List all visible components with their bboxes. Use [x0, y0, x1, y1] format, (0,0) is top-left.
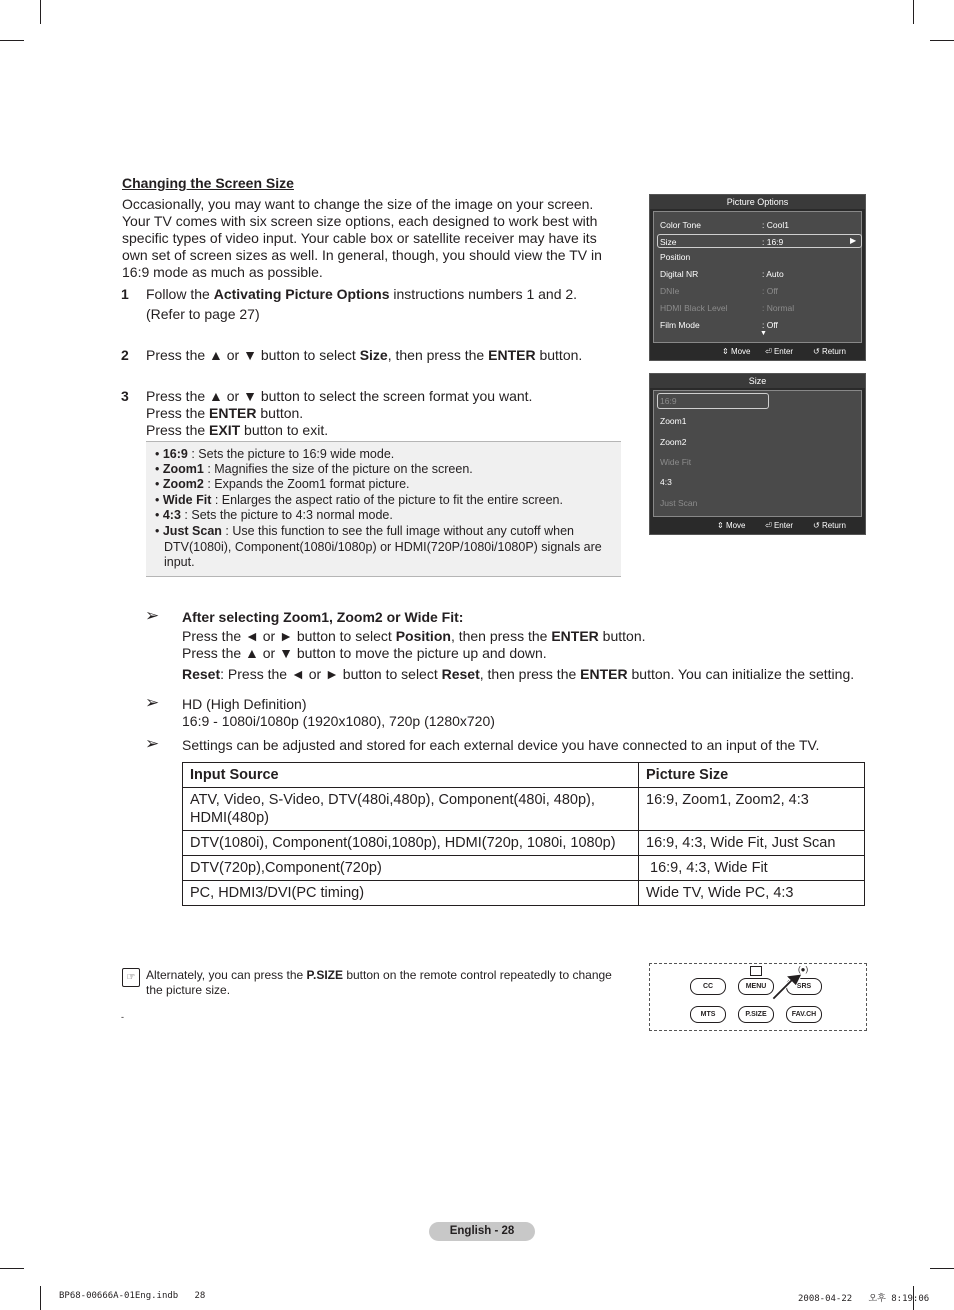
step-2-text: [146, 347, 616, 364]
note-keyword: ENTER: [580, 666, 628, 682]
table-row: [183, 881, 865, 906]
page-number-badge: English - 28: [429, 1222, 535, 1241]
note-line: [182, 628, 862, 645]
step-1-ref: (Refer to page 27): [146, 306, 260, 322]
osd-hint-label: Return: [821, 347, 846, 356]
option-name: Just Scan: [162, 524, 222, 538]
step-text: Press the: [146, 405, 210, 421]
option-desc: : Sets the picture to 16:9 wide mode.: [187, 447, 395, 461]
note-line: HD (High Definition): [182, 696, 307, 712]
note-settings: Settings can be adjusted and stored for each external device you have connected to an input of the TV.: [182, 737, 820, 753]
crop-mark: [0, 40, 24, 41]
osd-enter-hint: [765, 347, 793, 356]
note-text: : Press the ◄ or ► button to select: [220, 666, 442, 682]
step-text: button.: [256, 405, 304, 421]
step-line: [146, 422, 616, 439]
option-item: • Wide Fit : Enlarges the aspect ratio of the picture to fit the entire screen.: [155, 493, 563, 507]
osd-row-label[interactable]: Zoom2: [660, 437, 687, 447]
step-text: Press the ▲ or ▼ button to select the screen format you want.: [146, 388, 533, 404]
tip-line: Alternately, you can press the: [146, 968, 307, 982]
osd-selection-highlight: [657, 234, 862, 248]
step-line: [146, 405, 616, 422]
option-desc: : Magnifies the size of the picture on the screen.: [203, 462, 473, 476]
p-size-button[interactable]: P.SIZE: [738, 1006, 774, 1023]
osd-row-value: : Cool1: [762, 220, 789, 230]
return-icon: ↺: [813, 521, 820, 530]
note-line: [182, 666, 862, 683]
osd-row-label[interactable]: Zoom1: [660, 416, 687, 426]
step-keyword: ENTER: [209, 405, 257, 421]
note-hand-icon: ☞: [122, 968, 140, 987]
step-number: 3: [121, 388, 129, 404]
option-item: • Just Scan : Use this function to see the full image without any cutoff when DTV(1080i), Component(1080i/1080p) or HDMI(720P/1080i/1080P) signals are input.: [155, 524, 602, 569]
note-text: Press the ◄ or ► button to select: [182, 628, 396, 644]
cc-button[interactable]: CC: [690, 978, 726, 995]
table-cell: PC, HDMI3/DVI(PC timing): [183, 881, 639, 906]
note-arrow-icon: ➢: [145, 606, 160, 625]
table-header: Input Source: [183, 763, 639, 788]
osd-enter-hint: [765, 521, 793, 530]
osd-row-label[interactable]: Size: [660, 237, 677, 247]
stray-mark: -: [121, 1012, 124, 1022]
osd-row-value: : Off: [762, 320, 778, 330]
option-item: • 4:3 : Sets the picture to 4:3 normal mode.: [155, 508, 393, 522]
note-text: button.: [598, 628, 646, 644]
osd-hint-label: Enter: [773, 521, 794, 530]
osd-row-label: DNIe: [660, 286, 680, 296]
picture-options-screen: [649, 194, 866, 361]
step-keyword: Size: [359, 347, 388, 363]
note-text: , then press the: [479, 666, 581, 682]
osd-menu-panel: [653, 390, 862, 517]
size-options-box: [146, 441, 621, 577]
input-size-table: [182, 762, 865, 906]
step-keyword: ENTER: [488, 347, 536, 363]
table-cell: ATV, Video, S-Video, DTV(480i,480p), Component(480i, 480p), HDMI(480p): [183, 788, 639, 831]
note-keyword: Position: [395, 628, 451, 644]
crop-mark: [913, 0, 914, 24]
table-row: [183, 831, 865, 856]
step-text: , then press the: [387, 347, 489, 363]
chevron-right-icon: ▶: [850, 236, 857, 245]
crop-mark: [40, 0, 41, 24]
option-item: • Zoom2 : Expands the Zoom1 format picture.: [155, 477, 410, 491]
mts-button[interactable]: MTS: [690, 1006, 726, 1023]
osd-hint-label: Move: [725, 521, 746, 530]
move-icon: ⇕: [717, 521, 724, 530]
osd-title: Picture Options: [650, 195, 865, 209]
note-zoom-wide-fit: [182, 609, 862, 683]
crop-mark: [0, 1268, 24, 1269]
note-arrow-icon: ➢: [145, 734, 160, 753]
table-cell: 16:9, 4:3, Wide Fit: [639, 856, 865, 881]
crop-mark: [930, 1268, 954, 1269]
remote-control-illustration: [649, 963, 867, 1031]
option-item: • 16:9 : Sets the picture to 16:9 wide mode.: [155, 447, 395, 461]
enter-icon: ⏎: [765, 347, 772, 356]
note-keyword: ENTER: [551, 628, 599, 644]
menu-button[interactable]: MENU: [738, 978, 774, 995]
pointer-arrow-icon: [766, 972, 806, 1008]
option-name: 4:3: [162, 508, 181, 522]
intro-paragraph: Occasionally, you may want to change the size of the image on your screen. Your TV comes with six screen size options, each designed to work best with specific types of video input. Your cable box or satellite receiver may have its own set of screen sizes as well. In general, though, you should view the TV in 16:9 mode as much as possible.: [122, 196, 602, 280]
table-row: [183, 856, 865, 881]
osd-row-value: : Normal: [762, 303, 795, 313]
osd-menu-panel: [653, 211, 862, 343]
option-desc: : Sets the picture to 4:3 normal mode.: [180, 508, 393, 522]
footer-file-name: BP68-00666A-01Eng.indb 28: [59, 1291, 206, 1301]
osd-hint-label: Move: [730, 347, 751, 356]
osd-move-hint: [722, 347, 751, 356]
step-text: instructions numbers 1 and 2.: [389, 286, 578, 302]
osd-return-hint: [813, 347, 846, 356]
table-header: Picture Size: [639, 763, 865, 788]
tip-text: [146, 968, 631, 997]
osd-row-value: : Auto: [762, 269, 784, 279]
step-1-text: [146, 286, 616, 303]
note-text: , then press the: [450, 628, 552, 644]
table-cell: 16:9, 4:3, Wide Fit, Just Scan: [639, 831, 865, 856]
note-text: button. You can initialize the setting.: [627, 666, 855, 682]
osd-move-hint: [717, 521, 746, 530]
page-title: Changing the Screen Size: [122, 175, 294, 191]
osd-row-label: Wide Fit: [660, 457, 692, 467]
step-3-text: [146, 388, 616, 439]
option-desc: : Expands the Zoom1 format picture.: [203, 477, 410, 491]
crop-mark: [930, 40, 954, 41]
scroll-down-icon: ▼: [760, 330, 767, 337]
osd-row-label[interactable]: 4:3: [660, 477, 672, 487]
step-text: Follow the: [146, 286, 214, 302]
sound-icon: (●): [798, 965, 809, 974]
table-cell: DTV(1080i), Component(1080i,1080p), HDMI(720p, 1080i, 1080p): [183, 831, 639, 856]
osd-row-label: Just Scan: [660, 498, 698, 508]
note-arrow-icon: ➢: [145, 693, 160, 712]
option-name: Zoom2: [162, 477, 204, 491]
tip-line: button on the remote control repeatedly to change the picture size.: [146, 968, 612, 997]
osd-return-hint: [813, 521, 846, 530]
note-line: 16:9 - 1080i/1080p (1920x1080), 720p (1280x720): [182, 713, 495, 729]
enter-icon: ⏎: [765, 521, 772, 530]
step-keyword: EXIT: [209, 422, 241, 438]
table-row: [183, 788, 865, 831]
osd-row-label: HDMI Black Level: [660, 303, 728, 313]
crop-mark: [40, 1286, 41, 1310]
tip-keyword: P.SIZE: [306, 968, 343, 982]
table-cell: DTV(720p),Component(720p): [183, 856, 639, 881]
footer-timestamp: 2008-04-22 오후 8:19:06: [798, 1294, 930, 1304]
note-keyword: Reset: [182, 666, 221, 682]
step-text: button.: [535, 347, 583, 363]
note-hd: [182, 696, 495, 730]
step-number: 2: [121, 347, 129, 363]
table-cell: 16:9, Zoom1, Zoom2, 4:3: [639, 788, 865, 831]
osd-row-value: : Off: [762, 286, 778, 296]
osd-row-label[interactable]: Digital NR: [660, 269, 699, 279]
step-number: 1: [121, 286, 129, 302]
move-icon: ⇕: [722, 347, 729, 356]
osd-hint-label: Return: [821, 521, 846, 530]
option-desc: : Enlarges the aspect ratio of the picture to fit the entire screen.: [211, 493, 563, 507]
step-text: Press the ▲ or ▼ button to select: [146, 347, 360, 363]
osd-row-label[interactable]: Color Tone: [660, 220, 701, 230]
size-screen: [649, 373, 866, 535]
return-icon: ↺: [813, 347, 820, 356]
fav-ch-button[interactable]: FAV.CH: [786, 1006, 822, 1023]
osd-row-value: : 16:9: [762, 237, 784, 247]
osd-title: Size: [650, 374, 865, 388]
note-line: Press the ▲ or ▼ button to move the picture up and down.: [182, 645, 547, 661]
step-text: button to exit.: [240, 422, 329, 438]
option-item: • Zoom1 : Magnifies the size of the picture on the screen.: [155, 462, 473, 476]
step-text: Press the: [146, 422, 210, 438]
osd-row-label[interactable]: Position: [660, 252, 691, 262]
option-name: 16:9: [162, 447, 188, 461]
option-name: Wide Fit: [162, 493, 212, 507]
osd-row-label[interactable]: 16:9: [660, 396, 677, 406]
table-cell: Wide TV, Wide PC, 4:3: [639, 881, 865, 906]
step-keyword: Activating Picture Options: [213, 286, 390, 302]
osd-row-label[interactable]: Film Mode: [660, 320, 700, 330]
osd-hint-label: Enter: [773, 347, 794, 356]
option-desc: : Use this function to see the full image without any cutoff when DTV(1080i), Component(1080i/1080p) or HDMI(720P/1080i/1080P) signals are input.: [164, 524, 602, 569]
note-keyword: Reset: [441, 666, 480, 682]
option-name: Zoom1: [162, 462, 204, 476]
note-title: After selecting Zoom1, Zoom2 or Wide Fit:: [182, 609, 464, 625]
srs-button[interactable]: SRS: [786, 978, 822, 995]
table-header-row: [183, 763, 865, 788]
pip-icon: [750, 966, 762, 976]
